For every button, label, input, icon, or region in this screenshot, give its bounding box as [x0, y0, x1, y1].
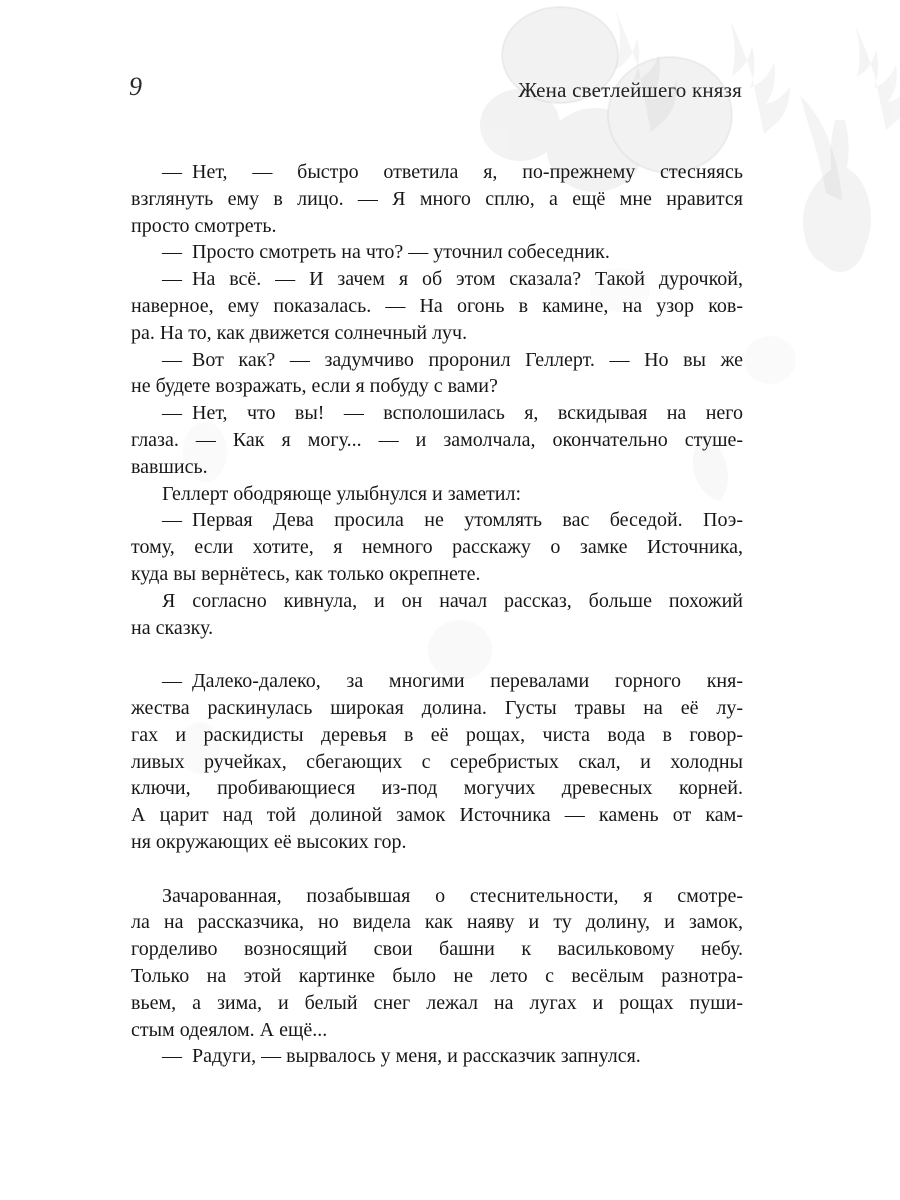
- text-line: Зачарованная, позабывшая о стеснительности, я смотре-: [162, 884, 743, 907]
- text-line: куда вы вернётесь, как только окрепнете.: [131, 562, 481, 585]
- running-title: Жена светлейшего князя: [518, 78, 742, 102]
- text-line: — Вот как? — задумчиво проронил Геллерт. — Но вы же: [162, 348, 743, 371]
- text-line: горделиво возносящий свои башни к васильковому небу.: [131, 938, 743, 961]
- text-line: на сказку.: [131, 616, 214, 639]
- text-line: ливых ручейках, сбегающих с серебристых скал, и холодны: [131, 750, 743, 773]
- paragraph: [131, 1043, 743, 1070]
- text-line: Я согласно кивнула, и он начал рассказ, больше похожий: [162, 589, 743, 612]
- text-line: не будете возражать, если я побуду с вами?: [131, 375, 498, 398]
- text-line: жества раскинулась широкая долина. Густы травы на её лу-: [131, 696, 743, 719]
- text-line: глаза. — Как я могу... — и замолчала, окончательно стуше-: [131, 428, 743, 451]
- text-line: просто смотреть.: [131, 214, 277, 237]
- paragraph: [131, 507, 743, 587]
- text-line: Только на этой картинке было не лето с весёлым разнотра-: [131, 964, 743, 987]
- paragraph: [131, 588, 743, 642]
- paragraph: [131, 668, 743, 856]
- text-line: ра. На то, как движется солнечный луч.: [131, 321, 468, 344]
- paragraph: [131, 159, 743, 239]
- paragraph: [131, 400, 743, 480]
- paragraph-spacer: [131, 856, 743, 883]
- text-line: гах и раскидисты деревья в её рощах, чиста вода в говор-: [131, 723, 743, 746]
- text-line: А царит над той долиной замок Источника — камень от кам-: [131, 804, 743, 827]
- hanging-bud: [803, 120, 871, 272]
- paragraph: [131, 347, 743, 401]
- text-line: Геллерт ободряюще улыбнулся и заметил:: [162, 482, 522, 505]
- text-line: взглянуть ему в лицо. — Я много сплю, а ещё мне нравится: [131, 187, 743, 210]
- body-text: [131, 159, 743, 1070]
- text-line: ня окружающих её высоких гор.: [131, 830, 407, 853]
- paragraph: [131, 883, 743, 1044]
- text-line: вьем, а зима, и белый снег лежал на лугах и рощах пуши-: [131, 991, 743, 1014]
- text-line: ла на рассказчика, но видела как наяву и ту долину, и замок,: [131, 911, 743, 934]
- paragraph-spacer: [131, 641, 743, 668]
- text-line: стым одеялом. А ещё...: [131, 1018, 328, 1041]
- text-line: ключи, пробивающиеся из-под могучих древесных корней.: [131, 777, 743, 800]
- text-line: тому, если хотите, я немного расскажу о замке Источника,: [131, 536, 743, 559]
- page-number: 9: [129, 72, 142, 101]
- paragraph: [131, 266, 743, 346]
- text-line: — Нет, — быстро ответила я, по-прежнему стесняясь: [162, 161, 743, 183]
- text-line: наверное, ему показалась. — На огонь в камине, на узор ков-: [131, 294, 743, 317]
- text-line: — Первая Дева просила не утомлять вас беседой. Поэ-: [162, 509, 743, 532]
- text-line: — На всё. — И зачем я об этом сказала? Такой дурочкой,: [162, 268, 743, 291]
- text-line: — Радуги, — вырвалось у меня, и рассказчик запнулся.: [162, 1045, 641, 1068]
- text-line: — Далеко-далеко, за многими перевалами горного кня-: [162, 670, 743, 693]
- paragraph: [131, 481, 743, 508]
- text-line: вавшись.: [131, 455, 208, 478]
- text-line: — Просто смотреть на что? — уточнил собеседник.: [162, 241, 610, 264]
- paragraph: [131, 239, 743, 266]
- text-line: — Нет, что вы! — всполошилась я, вскидывая на него: [162, 402, 743, 425]
